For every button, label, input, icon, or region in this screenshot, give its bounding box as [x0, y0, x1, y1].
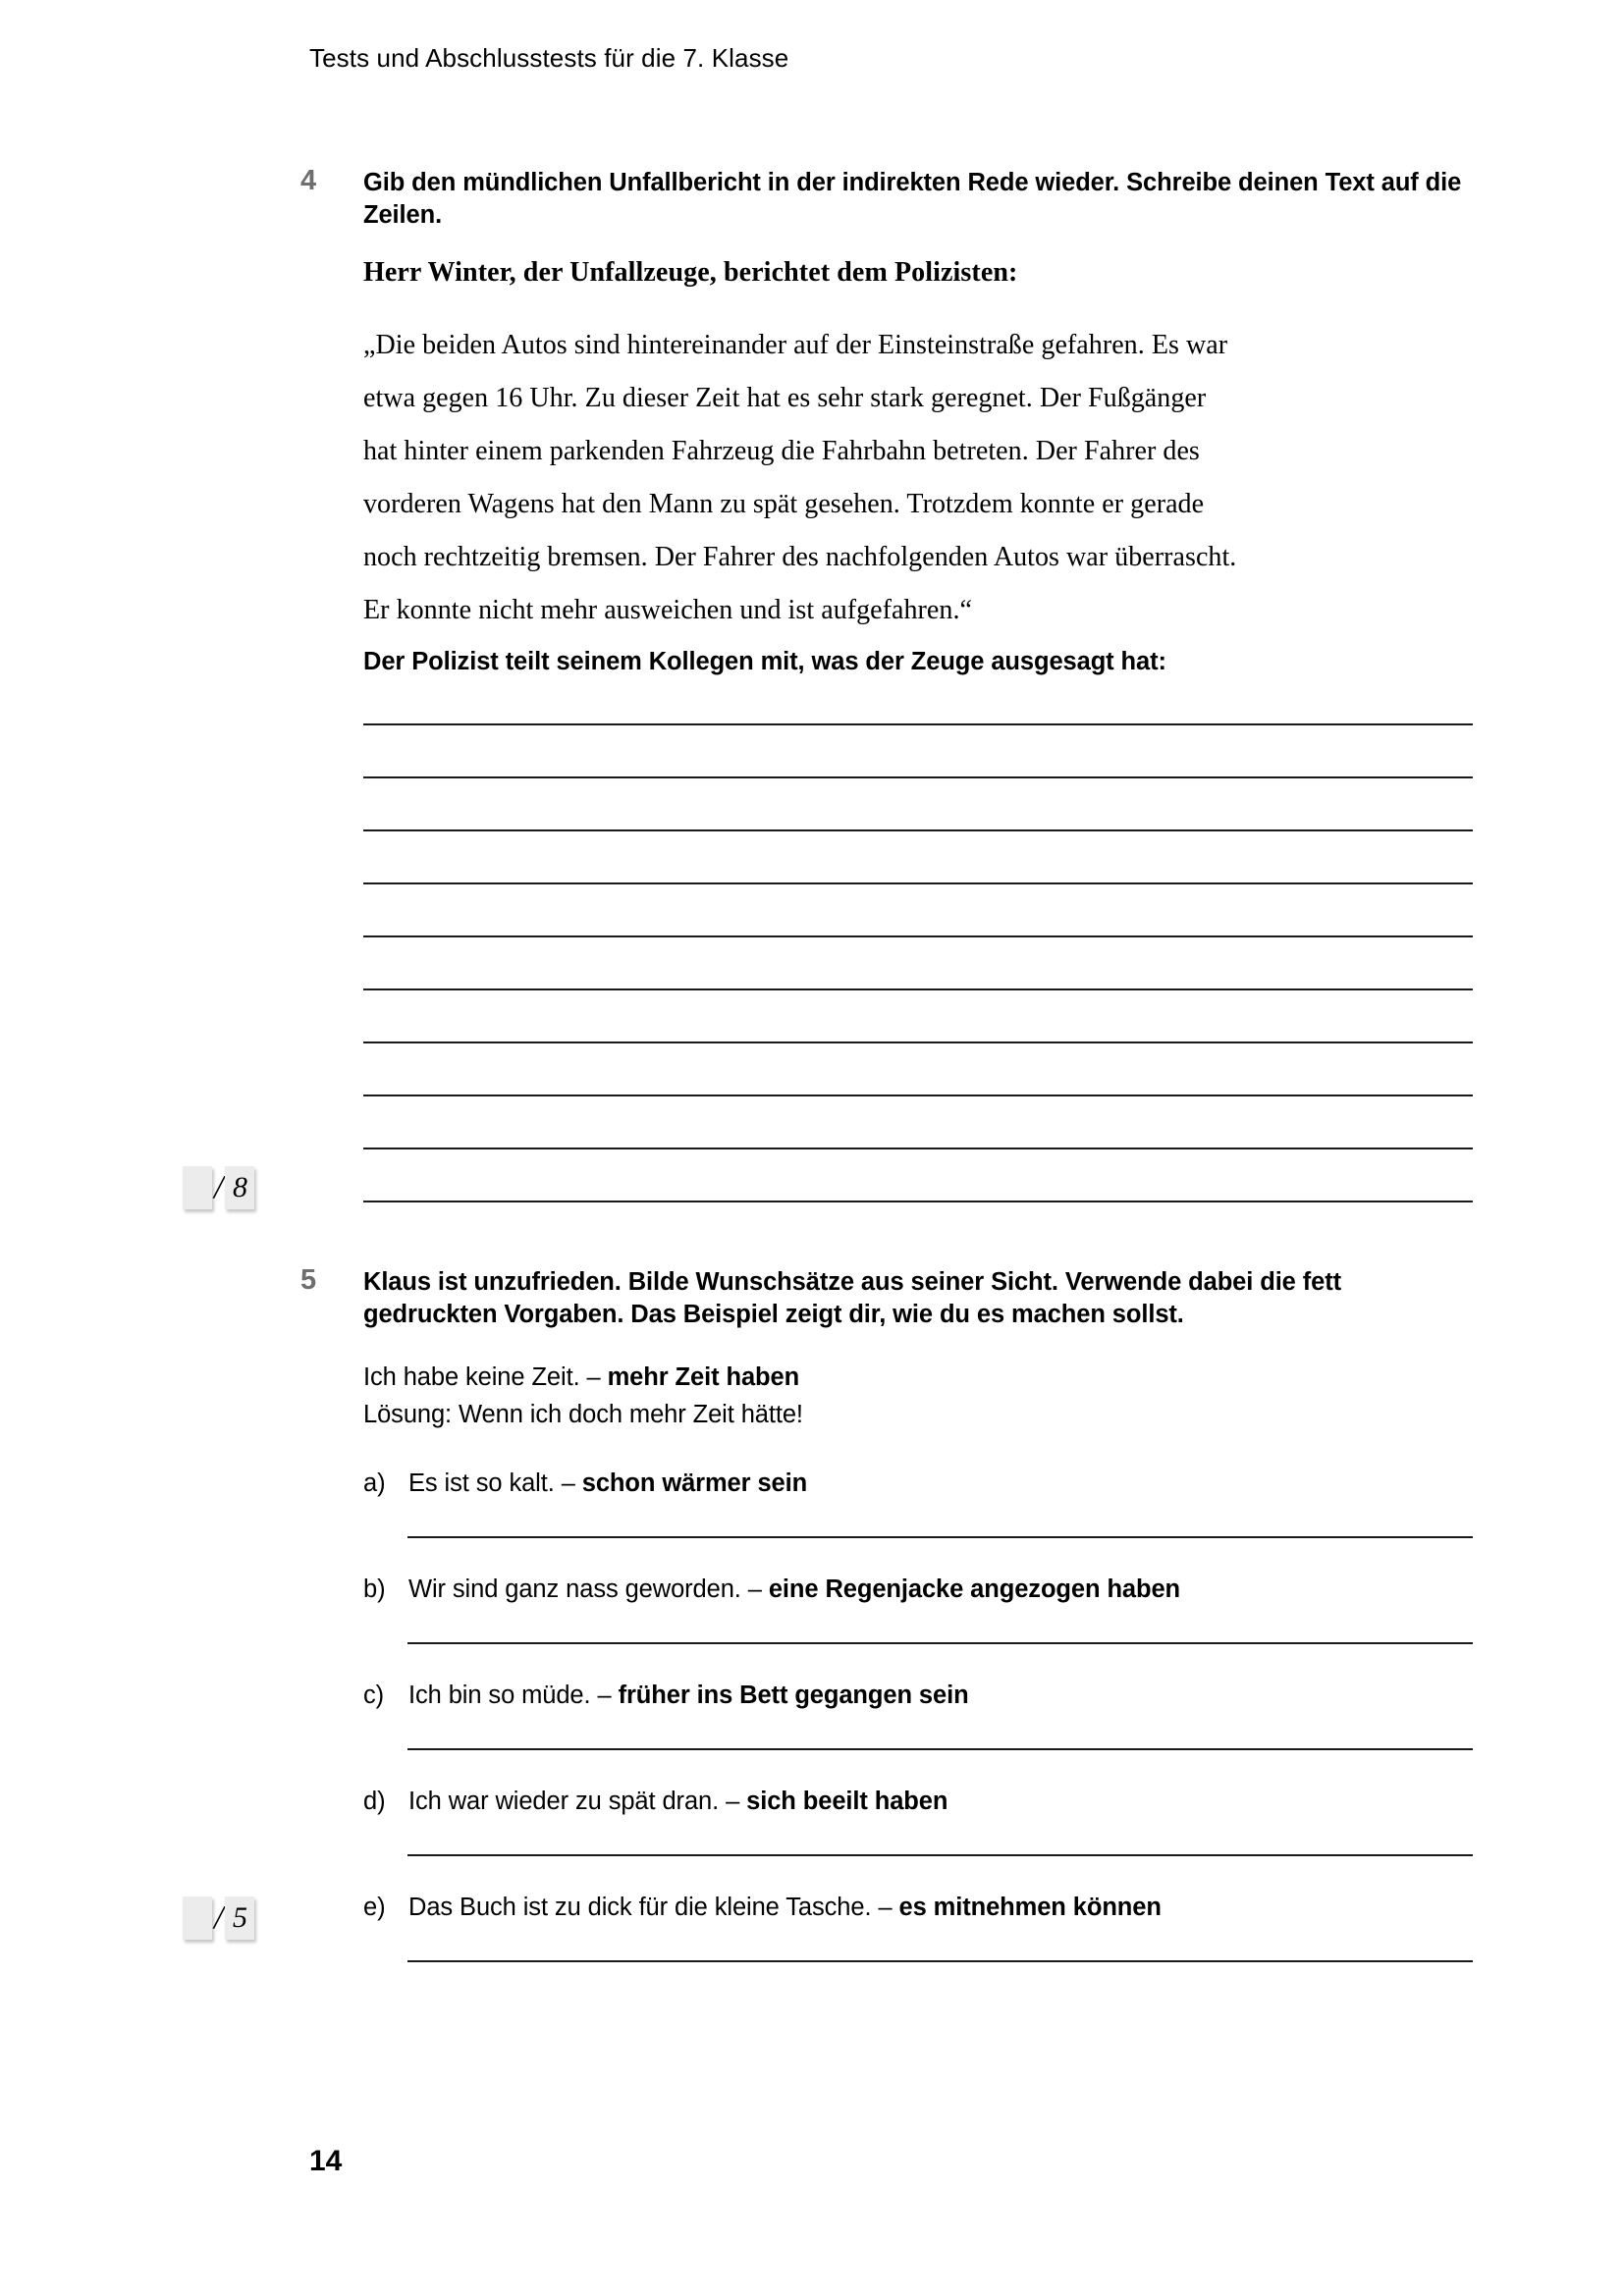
answer-line[interactable]: [407, 1536, 1473, 1538]
item-plain: Ich war wieder zu spät dran. –: [408, 1788, 747, 1815]
answer-line[interactable]: [363, 1095, 1473, 1096]
exercise-5-item-e: [363, 1894, 1483, 1922]
answer-line[interactable]: [407, 1748, 1473, 1750]
item-plain: Wir sind ganz nass geworden. –: [408, 1575, 769, 1603]
exercise-5-example: [363, 1359, 1483, 1433]
exercise-4-lead-in: Herr Winter, der Unfallzeuge, berichtet dem Polizisten:: [363, 257, 1018, 288]
exercise-5-item-a: [363, 1469, 1483, 1498]
example-prompt-bold: mehr Zeit haben: [607, 1363, 800, 1391]
score-input-box[interactable]: [183, 1896, 212, 1940]
exercise-5-score: [183, 1896, 254, 1940]
item-letter: e): [363, 1894, 386, 1921]
item-bold: früher ins Bett gegangen sein: [618, 1682, 969, 1709]
item-letter: d): [363, 1788, 386, 1815]
example-prompt-plain: Ich habe keine Zeit. –: [363, 1363, 608, 1391]
answer-line[interactable]: [407, 1960, 1473, 1962]
answer-line[interactable]: [363, 1201, 1473, 1202]
page-number: 14: [309, 2145, 343, 2177]
exercise-4-number: 4: [300, 165, 317, 196]
example-prompt: [363, 1359, 1483, 1396]
answer-line[interactable]: [363, 935, 1473, 937]
report-line: noch rechtzeitig bremsen. Der Fahrer des nachfolgenden Autos war überrascht.: [363, 542, 1237, 572]
answer-line[interactable]: [363, 1041, 1473, 1043]
score-max-box: 5: [225, 1896, 254, 1940]
item-letter: c): [363, 1682, 385, 1709]
report-line: vorderen Wagens hat den Mann zu spät gesehen. Trotzdem konnte er gerade: [363, 489, 1205, 519]
item-bold: eine Regenjacke angezogen haben: [768, 1575, 1181, 1603]
item-letter: a): [363, 1469, 386, 1497]
item-bold: es mitnehmen können: [898, 1894, 1162, 1921]
answer-line[interactable]: [363, 723, 1473, 725]
item-plain: Es ist so kalt. –: [408, 1469, 582, 1497]
answer-line[interactable]: [363, 776, 1473, 778]
answer-line[interactable]: [363, 1148, 1473, 1149]
exercise-5-item-c: [363, 1682, 1483, 1710]
exercise-4-task-line: Der Polizist teilt seinem Kollegen mit, was der Zeuge ausgesagt hat:: [363, 648, 1166, 675]
report-line: hat hinter einem parkenden Fahrzeug die Fahrbahn betreten. Der Fahrer des: [363, 436, 1200, 466]
exercise-5-item-d: [363, 1788, 1483, 1816]
running-header: Tests und Abschlusstests für die 7. Klasse: [309, 43, 789, 73]
example-solution: Lösung: Wenn ich doch mehr Zeit hätte!: [363, 1401, 803, 1428]
answer-line[interactable]: [363, 882, 1473, 884]
score-input-box[interactable]: [183, 1166, 212, 1209]
exercise-5-item-b: [363, 1575, 1483, 1604]
report-line: „Die beiden Autos sind hintereinander auf der Einsteinstraße gefahren. Es war: [363, 330, 1228, 360]
answer-line[interactable]: [407, 1854, 1473, 1856]
item-plain: Ich bin so müde. –: [408, 1682, 619, 1709]
item-bold: sich beeilt haben: [746, 1788, 948, 1815]
exercise-4-instruction: Gib den mündlichen Unfallbericht in der indirekten Rede wieder. Schreibe deinen Text auf die Zeilen.: [363, 169, 1462, 230]
item-plain: Das Buch ist zu dick für die kleine Tasche. –: [408, 1894, 899, 1921]
score-separator: /: [214, 1169, 224, 1205]
item-bold: schon wärmer sein: [581, 1469, 808, 1497]
answer-line[interactable]: [363, 829, 1473, 831]
score-separator: /: [214, 1899, 224, 1936]
answer-line[interactable]: [407, 1642, 1473, 1644]
report-line: etwa gegen 16 Uhr. Zu dieser Zeit hat es sehr stark geregnet. Der Fußgänger: [363, 383, 1207, 413]
exercise-4-report: [363, 319, 1483, 637]
exercise-5-instruction: Klaus ist unzufrieden. Bilde Wunschsätze aus seiner Sicht. Verwende dabei die fett gedruckten Vorgaben. Das Beispiel zeigt dir, wie du es machen sollst.: [363, 1268, 1342, 1329]
exercise-4-score: [183, 1166, 254, 1209]
score-max-box: 8: [225, 1166, 254, 1209]
report-line: Er konnte nicht mehr ausweichen und ist aufgefahren.“: [363, 595, 972, 625]
answer-line[interactable]: [363, 988, 1473, 990]
item-letter: b): [363, 1575, 386, 1603]
exercise-5-number: 5: [300, 1264, 317, 1296]
